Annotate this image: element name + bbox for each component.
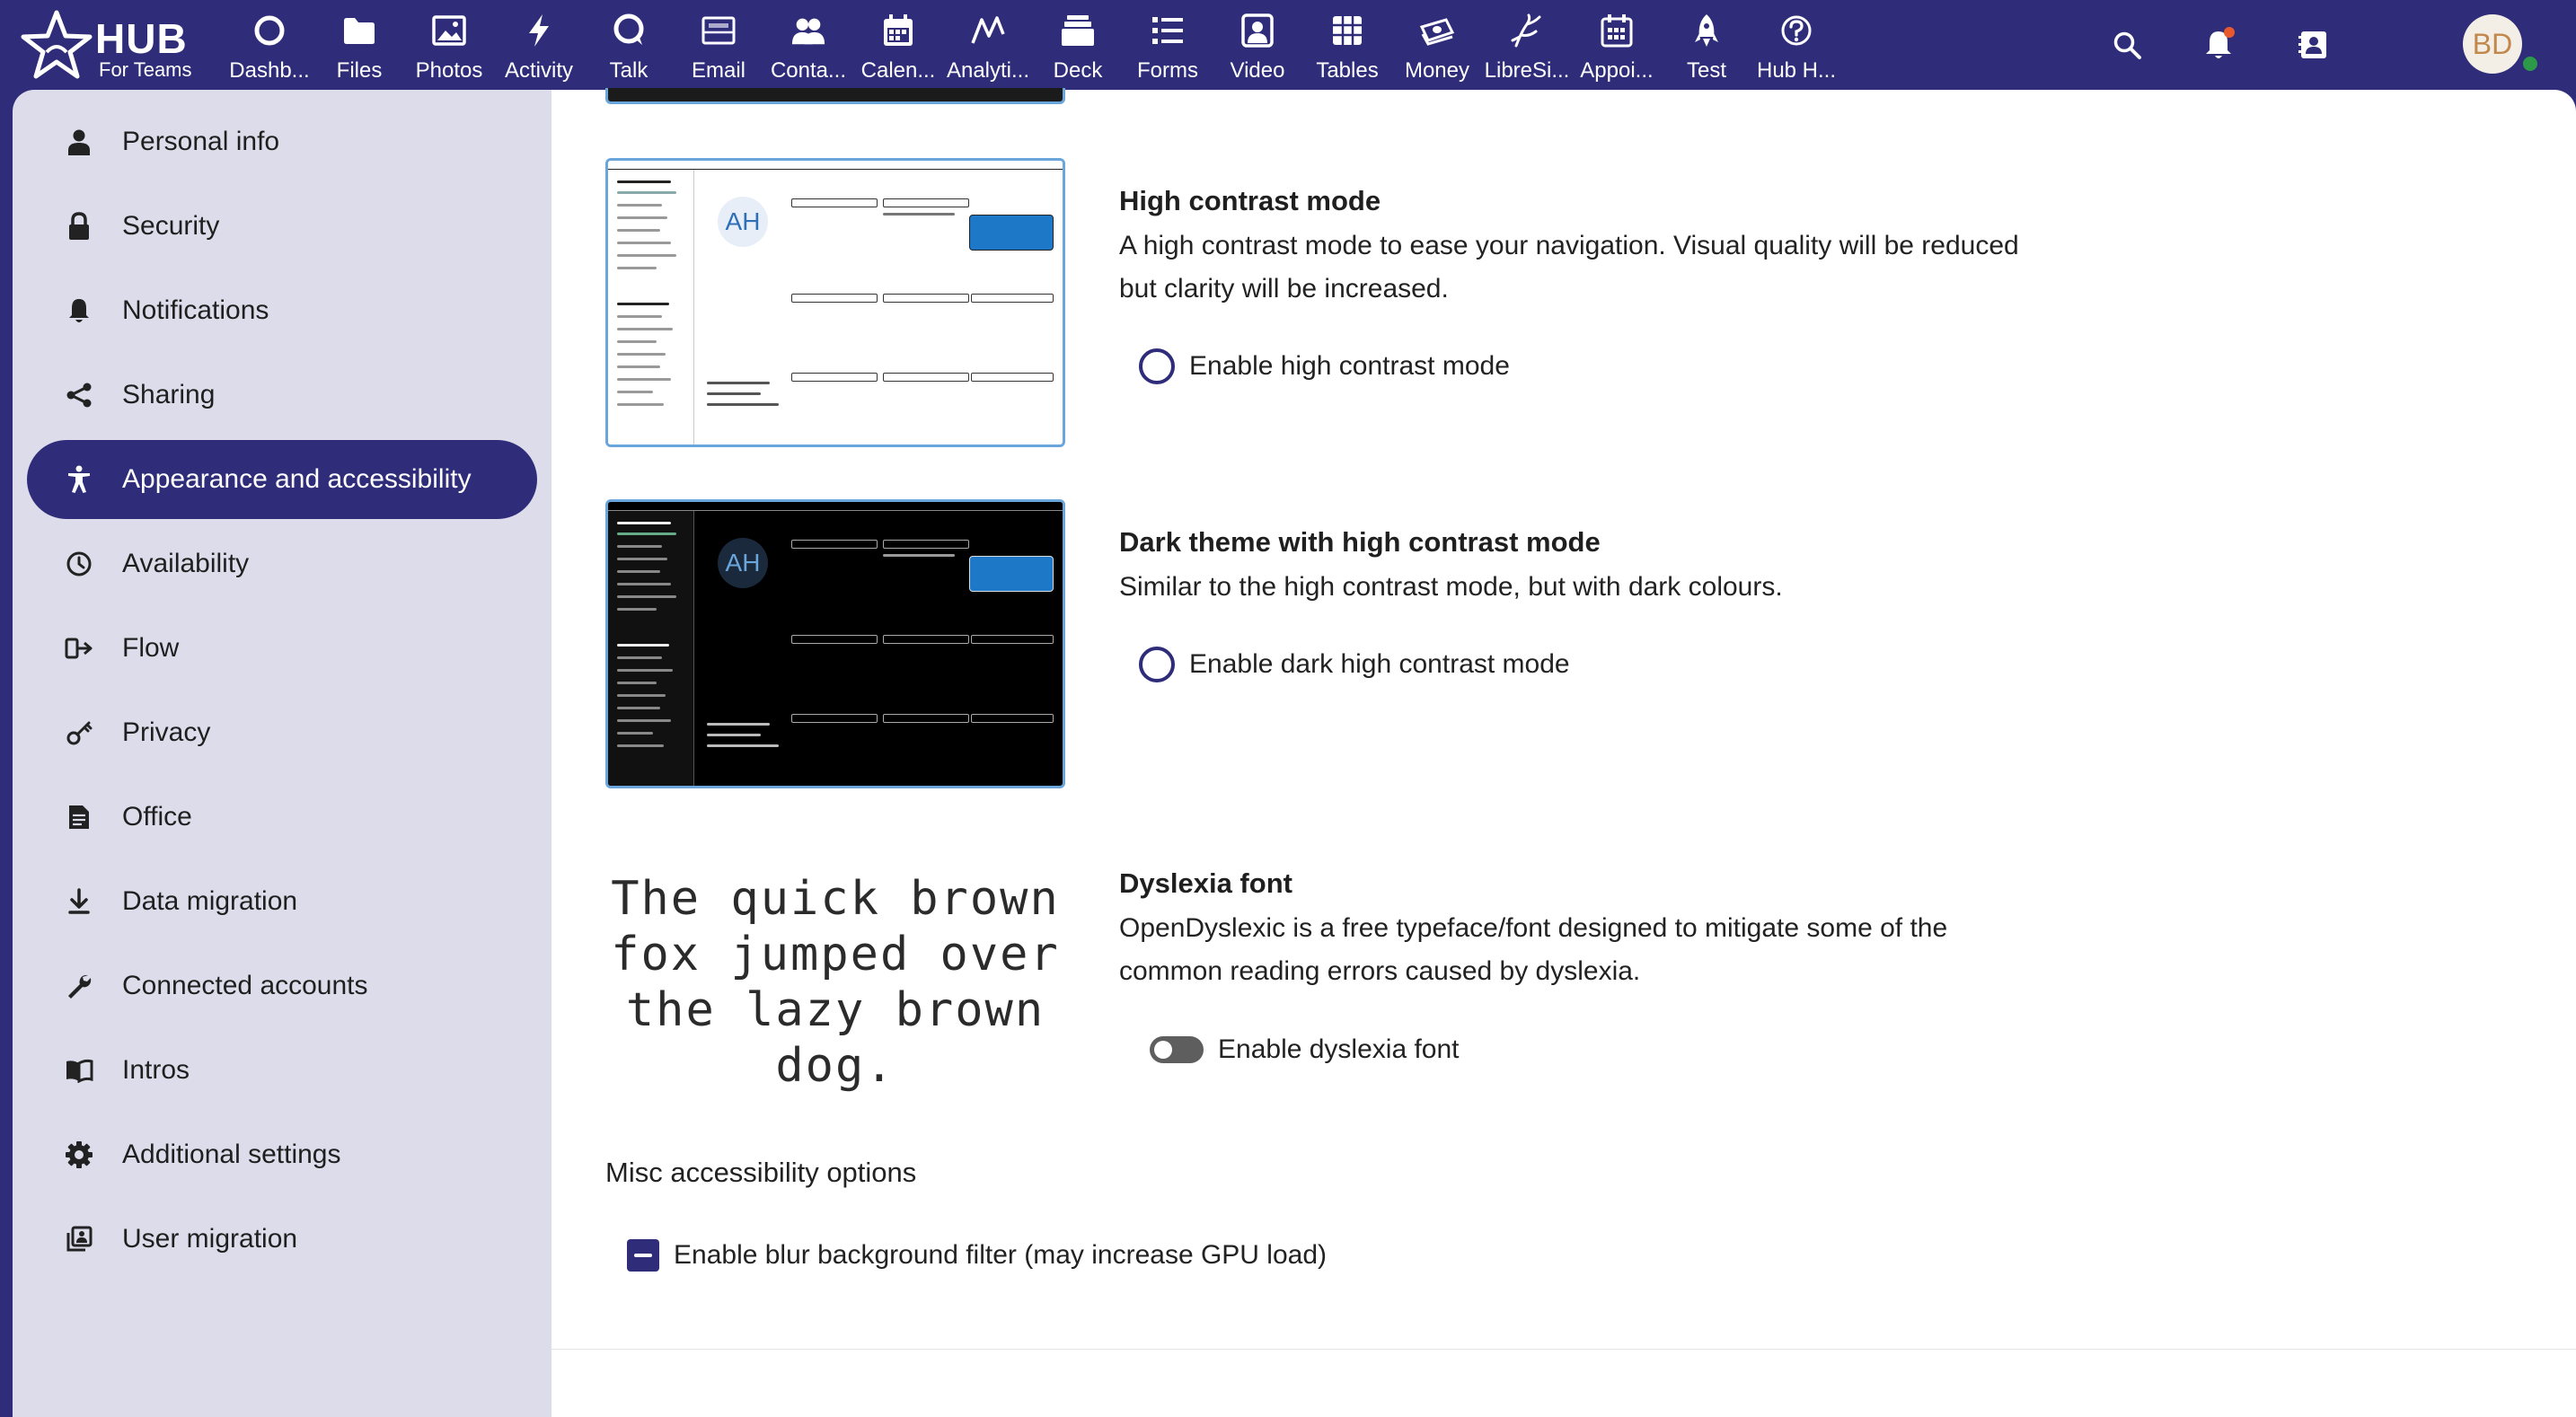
user-migration-icon [63,1223,95,1255]
sidebar-item-label: Appearance and accessibility [122,464,472,494]
appointment-icon [1599,13,1635,48]
sidebar-item-label: Sharing [122,380,216,409]
sidebar-item-appearance-and-accessibility[interactable] [27,440,537,519]
app-label: Activity [504,58,573,83]
dark-high-contrast-description: Similar to the high contrast mode, but with dark colours. [1119,572,1783,602]
app-label: Photos [415,58,483,83]
blur-background-option[interactable] [627,1239,1327,1272]
misc-accessibility-title: Misc accessibility options [605,1157,917,1188]
app-tables[interactable] [1302,0,1392,90]
preview-avatar: AH [718,538,768,588]
signature-icon [1509,13,1545,48]
app-label: Appoi... [1580,58,1654,83]
flow-icon [63,632,95,664]
online-status-indicator [2520,54,2540,74]
sidebar-item-privacy[interactable] [27,693,537,772]
app-label: Video [1230,58,1285,83]
unified-search-button[interactable] [2105,23,2148,66]
app-deck[interactable] [1033,0,1123,90]
sidebar-item-intros[interactable] [27,1031,537,1110]
sidebar-item-sharing[interactable] [27,356,537,435]
dyslexia-option[interactable] [1150,1034,1460,1065]
app-video[interactable] [1213,0,1302,90]
table-icon [1329,13,1365,48]
clock-icon [63,548,95,580]
share-icon [63,379,95,411]
high-contrast-description: A high contrast mode to ease your navigation. Visual quality will be reduced but clarity will be increased. [1119,231,2019,304]
dark-high-contrast-radio[interactable] [1139,647,1175,682]
sidebar-item-label: Office [122,802,192,832]
chat-icon [611,13,647,48]
sidebar-item-personal-info[interactable] [27,102,537,181]
high-contrast-title: High contrast mode [1119,185,1381,216]
app-label: Tables [1316,58,1379,83]
app-label: Email [691,58,745,83]
document-icon [63,801,95,833]
user-avatar[interactable]: BD [2463,14,2522,74]
rocket-icon [1689,13,1725,48]
dyslexia-font-sample: The quick brown fox jumped over the lazy brown dog. [611,872,1060,1093]
brand-name: HUB [95,15,188,62]
person-icon [63,126,95,158]
book-icon [63,1054,95,1087]
brand-subtitle: For Teams [99,58,192,81]
top-bar [0,0,2576,90]
app-label: Dashb... [229,58,310,83]
lock-icon [63,210,95,242]
app-libresign[interactable] [1482,0,1572,90]
sidebar-item-label: Availability [122,549,250,578]
app-money[interactable] [1392,0,1482,90]
mail-icon [701,13,737,48]
bell-icon [63,295,95,327]
app-label: LibreSi... [1484,58,1570,83]
dyslexia-title: Dyslexia font [1119,867,1292,899]
sidebar-item-additional-settings[interactable] [27,1115,537,1194]
app-hub-help[interactable] [1751,0,1841,90]
dyslexia-toggle[interactable] [1150,1036,1204,1063]
indeterminate-mark-icon [634,1254,652,1257]
accessibility-icon [63,463,95,496]
image-icon [431,13,467,48]
gear-icon [63,1139,95,1171]
app-label: Hub H... [1756,58,1837,83]
video-icon [1239,13,1275,48]
preview-avatar: AH [718,197,768,247]
dyslexia-description: OpenDyslexic is a free typeface/font designed to mitigate some of the common reading errors caused by dyslexia. [1119,913,1948,986]
app-test[interactable] [1662,0,1751,90]
app-calendar[interactable] [853,0,943,90]
sidebar-item-label: Additional settings [122,1140,341,1169]
app-dashboard[interactable] [225,0,314,90]
key-icon [63,717,95,749]
app-analytics[interactable] [943,0,1033,90]
toggle-knob [1154,1041,1172,1059]
app-label: Calen... [860,58,936,83]
app-label: Files [336,58,383,83]
sidebar-item-label: Security [122,211,220,241]
app-label: Money [1404,58,1470,83]
sidebar-item-office[interactable] [27,778,537,857]
settings-content [551,90,2576,1417]
sidebar-item-label: User migration [122,1224,298,1254]
high-contrast-preview [605,158,1065,447]
theme-preview-partial [605,88,1065,104]
app-label: Conta... [770,58,847,83]
contacts-menu-icon [2298,29,2330,61]
sidebar-item-label: Privacy [122,717,211,747]
sidebar-item-label: Notifications [122,295,269,325]
app-contacts[interactable] [763,0,853,90]
app-photos[interactable] [404,0,494,90]
app-talk[interactable] [584,0,674,90]
app-label: Analyti... [946,58,1030,83]
brand-logo[interactable] [20,9,208,81]
contacts-icon [790,13,826,48]
app-label: Forms [1137,58,1198,83]
contacts-menu-button[interactable] [2292,23,2335,66]
search-icon [2112,30,2142,60]
app-forms[interactable] [1123,0,1213,90]
wrench-icon [63,970,95,1002]
app-files[interactable] [314,0,404,90]
sidebar-item-data-migration[interactable] [27,862,537,941]
lightning-icon [521,13,557,48]
sidebar-item-notifications[interactable] [27,271,537,350]
sidebar-item-security[interactable] [27,187,537,266]
app-label: Deck [1053,58,1103,83]
forms-icon [1150,13,1186,48]
sidebar-item-label: Flow [122,633,180,663]
notifications-button[interactable] [2197,23,2240,66]
app-appointments[interactable] [1572,0,1662,90]
sidebar-item-label: Connected accounts [122,971,368,1000]
high-contrast-radio[interactable] [1139,348,1175,384]
section-divider [551,1349,2576,1350]
folder-icon [341,13,377,48]
app-activity[interactable] [494,0,584,90]
sidebar-item-user-migration[interactable] [27,1200,537,1279]
deck-icon [1060,13,1096,48]
calendar-icon [880,13,916,48]
sidebar-item-label: Personal info [122,127,280,156]
app-label: Talk [609,58,648,83]
settings-sidebar [13,90,551,1417]
notification-indicator [2224,27,2235,38]
download-icon [63,885,95,918]
star-logo-icon [20,9,93,81]
dark-high-contrast-option[interactable] [1139,647,1570,682]
analytics-icon [970,13,1006,48]
dark-high-contrast-preview [605,499,1065,788]
sidebar-item-label: Intros [122,1055,190,1085]
app-label: Test [1686,58,1726,83]
high-contrast-option-label: Enable high contrast mode [1189,351,1510,381]
sidebar-item-label: Data migration [122,886,298,916]
help-icon [1778,13,1814,48]
dyslexia-option-label: Enable dyslexia font [1218,1034,1460,1064]
sidebar-item-connected-accounts[interactable] [27,946,537,1025]
blur-background-checkbox[interactable] [627,1239,659,1272]
sidebar-item-flow[interactable] [27,609,537,688]
money-icon [1419,13,1455,48]
app-email[interactable] [674,0,763,90]
blur-background-option-label: Enable blur background filter (may increase GPU load) [674,1240,1328,1270]
dark-high-contrast-option-label: Enable dark high contrast mode [1189,649,1570,679]
dashboard-icon [251,13,287,48]
high-contrast-option[interactable] [1139,348,1510,384]
sidebar-item-availability[interactable] [27,524,537,603]
dark-high-contrast-title: Dark theme with high contrast mode [1119,526,1601,558]
